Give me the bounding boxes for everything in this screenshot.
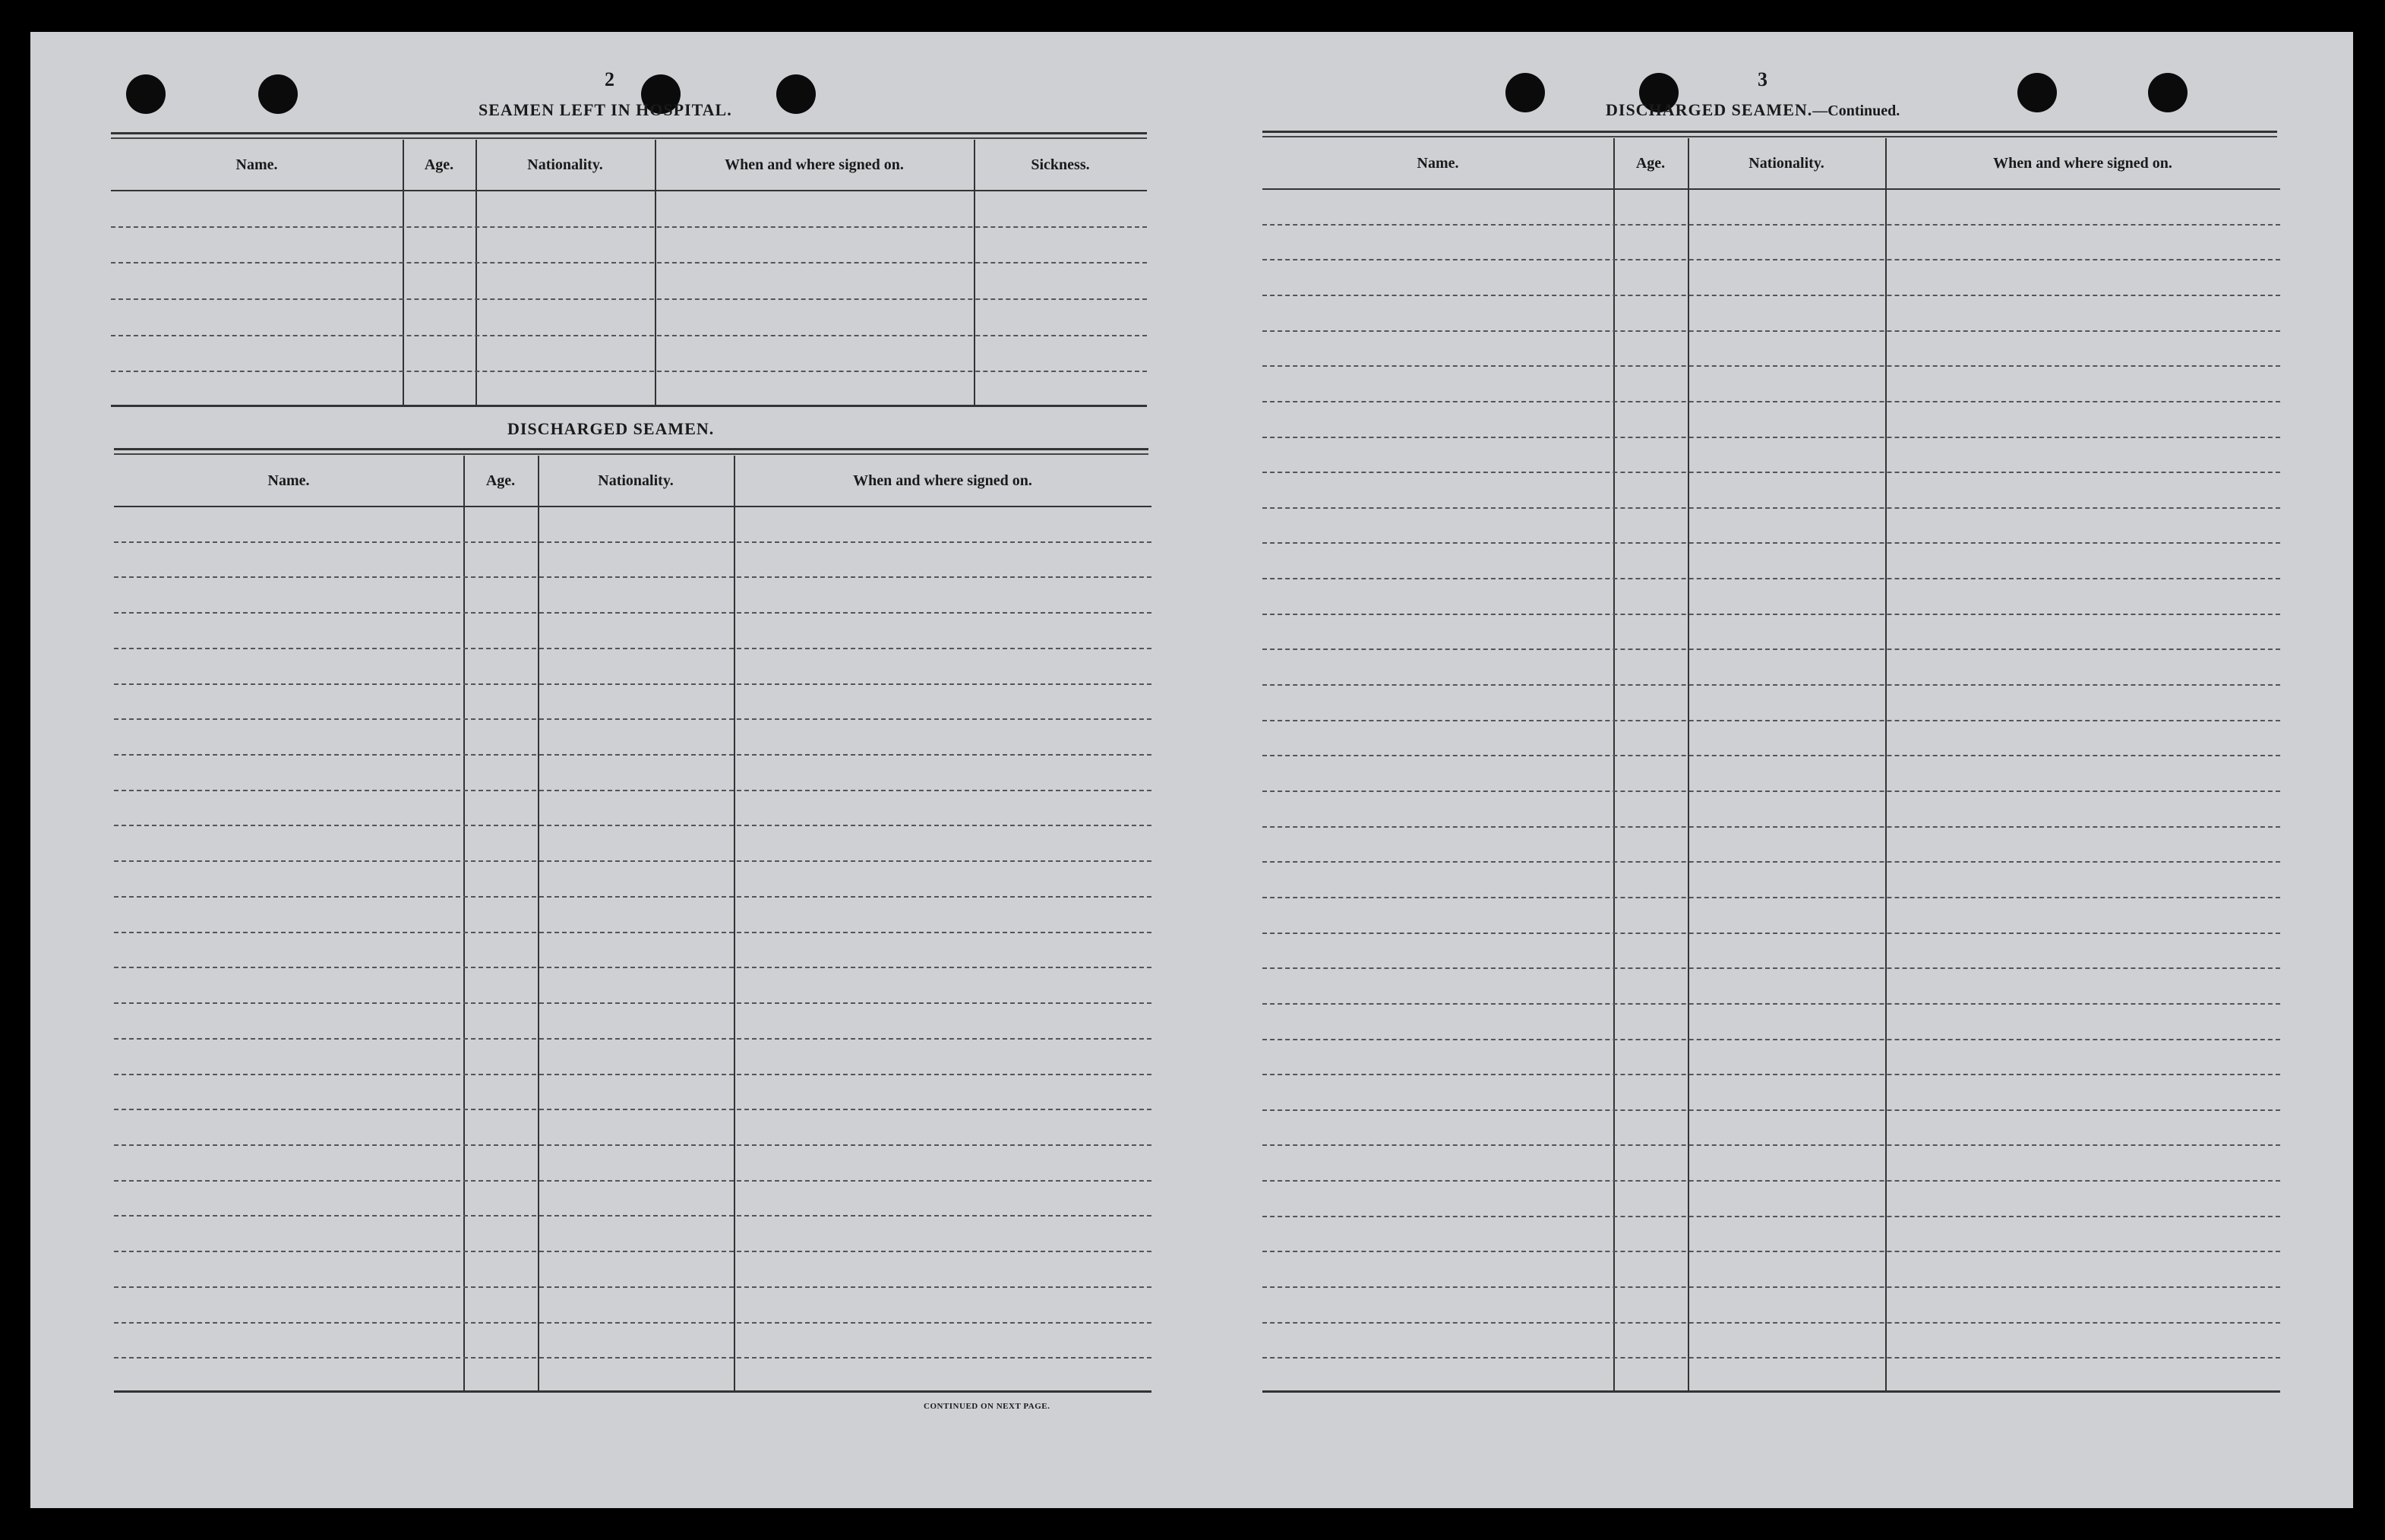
page-number-right: 3 — [1758, 68, 1767, 90]
row-rule — [114, 825, 1151, 826]
row-rule — [1262, 791, 2280, 792]
row-rule — [1262, 1074, 2280, 1075]
header-rule — [114, 448, 1148, 450]
row-rule — [114, 896, 1151, 898]
row-rule — [1262, 1039, 2280, 1040]
row-rule — [1262, 1216, 2280, 1217]
punch-hole — [1505, 73, 1545, 112]
row-rule — [114, 541, 1151, 543]
row-rule — [1262, 967, 2280, 969]
section-title-continued: —Continued. — [1812, 103, 1900, 119]
row-rule — [1262, 720, 2280, 721]
column-header-nationality: Nationality. — [1748, 154, 1824, 172]
column-header-age: Age. — [485, 472, 516, 489]
punch-hole — [258, 74, 298, 114]
column-header-sickness: Sickness. — [1031, 156, 1090, 173]
discharged-section-title: DISCHARGED SEAMEN. — [507, 419, 715, 438]
table-bottom-rule — [111, 405, 1147, 407]
column-divider — [475, 140, 477, 407]
row-rule — [114, 1322, 1151, 1324]
header-rule — [111, 132, 1147, 134]
row-rule — [1262, 933, 2280, 934]
row-rule — [1262, 365, 2280, 367]
row-rule — [1262, 295, 2280, 296]
discharged-continued-table — [1262, 138, 2280, 1393]
row-rule — [1262, 649, 2280, 650]
continued-note: CONTINUED ON NEXT PAGE. — [924, 1402, 1050, 1411]
column-header-name: Name. — [1417, 154, 1459, 172]
column-divider — [403, 140, 404, 407]
row-rule — [114, 1215, 1151, 1217]
header-rule — [1262, 131, 2277, 133]
row-rule — [1262, 330, 2280, 332]
table-bottom-rule — [114, 1390, 1151, 1393]
row-rule — [111, 226, 1147, 228]
row-rule — [114, 967, 1151, 968]
row-rule — [114, 1357, 1151, 1359]
row-rule — [1262, 259, 2280, 260]
row-rule — [114, 932, 1151, 933]
row-rule — [1262, 1109, 2280, 1111]
form-sheet — [30, 32, 2353, 1508]
hospital-table — [111, 140, 1147, 407]
row-rule — [114, 1038, 1151, 1040]
row-rule — [1262, 1322, 2280, 1324]
row-rule — [1262, 897, 2280, 898]
row-rule — [111, 371, 1147, 372]
row-rule — [1262, 826, 2280, 828]
column-header-nationality: Nationality. — [527, 156, 603, 173]
row-rule — [1262, 1180, 2280, 1182]
row-rule — [1262, 614, 2280, 615]
row-rule — [1262, 578, 2280, 579]
row-rule — [1262, 755, 2280, 756]
row-rule — [1262, 1144, 2280, 1146]
row-rule — [111, 298, 1147, 300]
row-rule — [114, 612, 1151, 614]
row-rule — [114, 1180, 1151, 1182]
row-rule — [1262, 861, 2280, 863]
punch-hole — [2148, 73, 2188, 112]
row-rule — [1262, 1357, 2280, 1359]
row-rule — [114, 1144, 1151, 1146]
column-divider — [1885, 138, 1887, 1393]
row-rule — [1262, 507, 2280, 509]
table-header — [111, 140, 1147, 191]
row-rule — [114, 790, 1151, 791]
row-rule — [1262, 224, 2280, 226]
row-rule — [114, 1074, 1151, 1075]
table-header — [1262, 138, 2280, 190]
column-header-signed-on: When and where signed on. — [1993, 154, 2172, 172]
column-divider — [974, 140, 975, 407]
row-rule — [1262, 684, 2280, 686]
punch-hole — [126, 74, 166, 114]
column-divider — [1688, 138, 1689, 1393]
punch-hole — [2017, 73, 2057, 112]
row-rule — [114, 683, 1151, 685]
row-rule — [1262, 401, 2280, 402]
row-rule — [114, 576, 1151, 578]
row-rule — [1262, 472, 2280, 473]
hospital-section-title: SEAMEN LEFT IN HOSPITAL. — [479, 100, 732, 119]
page-number-left: 2 — [605, 68, 614, 90]
column-header-nationality: Nationality. — [598, 472, 674, 489]
row-rule — [114, 648, 1151, 649]
column-header-age: Age. — [1635, 154, 1666, 172]
row-rule — [114, 1251, 1151, 1252]
continued-section-title — [1606, 100, 1900, 120]
column-header-signed-on: When and where signed on. — [853, 472, 1032, 489]
row-rule — [114, 1109, 1151, 1110]
section-title-main: DISCHARGED SEAMEN. — [1606, 100, 1813, 119]
row-rule — [114, 754, 1151, 756]
row-rule — [111, 335, 1147, 336]
column-divider — [1613, 138, 1615, 1393]
column-header-signed-on: When and where signed on. — [725, 156, 904, 173]
column-header-age: Age. — [424, 156, 454, 173]
column-divider — [655, 140, 656, 407]
row-rule — [1262, 1003, 2280, 1005]
row-rule — [114, 718, 1151, 720]
punch-hole — [776, 74, 816, 114]
row-rule — [111, 262, 1147, 264]
row-rule — [1262, 1251, 2280, 1252]
row-rule — [1262, 437, 2280, 438]
row-rule — [114, 860, 1151, 862]
column-header-name: Name. — [235, 156, 278, 173]
table-header — [114, 456, 1151, 507]
table-bottom-rule — [1262, 1390, 2280, 1393]
discharged-table — [114, 456, 1151, 1393]
row-rule — [1262, 1286, 2280, 1288]
row-rule — [1262, 542, 2280, 544]
row-rule — [114, 1286, 1151, 1288]
column-header-name: Name. — [267, 472, 310, 489]
row-rule — [114, 1002, 1151, 1004]
